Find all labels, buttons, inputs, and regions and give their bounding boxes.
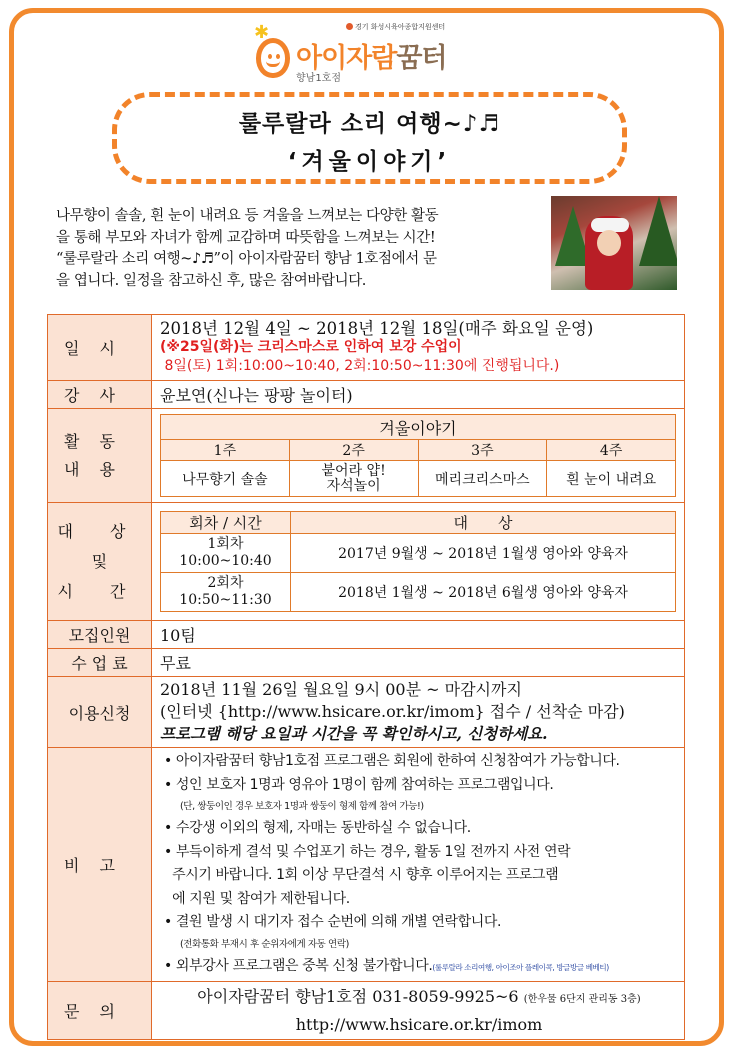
- title-line2: ‘겨울이야기’: [287, 149, 452, 175]
- week-3: 3주: [418, 440, 547, 461]
- activity-table: [160, 414, 676, 497]
- fee-label: 수 업 료: [48, 649, 152, 677]
- apply-row: [48, 677, 685, 748]
- intro-text: [56, 206, 536, 292]
- info-table: [47, 314, 685, 1040]
- note-item: 주시기 바랍니다. 1회 이상 무단결석 시 향후 이루어지는 프로그램: [164, 867, 559, 883]
- session-cell: 1회차 10:00~10:40: [161, 534, 291, 573]
- notes-list: [164, 750, 680, 979]
- notes-label: 비고: [48, 748, 152, 982]
- target-col-target: 대 상: [291, 512, 676, 534]
- activity-header: 겨울이야기: [161, 415, 676, 440]
- week-1: 1주: [161, 440, 290, 461]
- schedule-row: [48, 315, 685, 381]
- schedule-note2: 8일(토) 1회:10:00~10:40, 2회:10:50~11:30에 진행됩니다.): [160, 358, 560, 374]
- schedule-note1: (※25일(화)는 크리스마스로 인하여 보강 수업이: [160, 339, 462, 355]
- capacity-value: 10팀: [152, 621, 685, 649]
- fee-row: [48, 649, 685, 677]
- schedule-date: 2018년 12월 4일 ~ 2018년 12월 18일(매주 화요일 운영): [160, 319, 594, 338]
- target-cell: 2018년 1월생 ~ 2018년 6월생 영아와 양육자: [291, 573, 676, 612]
- note-item: • 아이자람꿈터 향남1호점 프로그램은 회원에 한하여 신청참여가 가능합니다.: [164, 753, 620, 769]
- logo-org-sub: 경기 화성시육아종합지원센터: [346, 22, 445, 32]
- target-cell: 2017년 9월생 ~ 2018년 1월생 영아와 양육자: [291, 534, 676, 573]
- contact-url[interactable]: http://www.hsicare.or.kr/imom: [295, 1015, 543, 1034]
- note-item: • 결원 발생 시 대기자 접수 순번에 의해 개별 연락합니다.: [164, 914, 502, 930]
- star-icon: ✱: [254, 22, 270, 43]
- title-line1: 룰루랄라 소리 여행~♪♬: [238, 111, 501, 137]
- smiley-icon: [256, 38, 290, 78]
- target-label: 대 상 및 시 간: [48, 503, 152, 621]
- child-photo: [551, 196, 677, 290]
- intro-line: “룰루랄라 소리 여행~♪♬”이 아이자람꿈터 향남 1호점에서 문: [56, 251, 437, 267]
- logo: [250, 22, 490, 84]
- apply-period: 2018년 11월 26일 월요일 9시 00분 ~ 마감시까지: [160, 680, 522, 699]
- session-cell: 2회차 10:50~11:30: [161, 573, 291, 612]
- target-table: [160, 511, 676, 612]
- activity-item: 붙어라 얍! 자석놀이: [289, 461, 418, 497]
- logo-branch: 향남1호점: [296, 73, 342, 84]
- apply-label: 이용신청: [48, 677, 152, 748]
- capacity-label: 모집인원: [48, 621, 152, 649]
- note-item: • 외부강사 프로그램은 중복 신청 불가합니다.(룰루랄라 소리여행, 아이조아 플레이콕, 방글방글 베베티): [164, 957, 609, 974]
- activity-label: 활동 내용: [48, 409, 152, 503]
- week-2: 2주: [289, 440, 418, 461]
- activity-item: 나무향기 솔솔: [161, 461, 290, 497]
- note-item: • 성인 보호자 1명과 영유아 1명이 함께 참여하는 프로그램입니다.: [164, 776, 554, 793]
- intro-line: 나무향이 솔솔, 흰 눈이 내려요 등 겨울을 느껴보는 다양한 활동: [56, 208, 439, 224]
- intro-line: 을 엽니다. 일정을 참고하신 후, 많은 참여바랍니다.: [56, 272, 367, 289]
- notes-row: [48, 748, 685, 982]
- contact-phone: 아이자람꿈터 향남1호점 031-8059-9925~6 (한우물 6단지 관리동 3층): [197, 987, 641, 1006]
- apply-method: (인터넷 {http://www.hsicare.or.kr/imom} 접수 / 선착순 마감): [160, 702, 625, 721]
- activity-item: 흰 눈이 내려요: [547, 461, 676, 497]
- title-box: [112, 92, 627, 184]
- note-sub: (전화통화 부재시 후 순위자에게 자동 연락): [180, 938, 349, 950]
- note-tiny: (룰루랄라 소리여행, 아이조아 플레이콕, 방글방글 베베티): [432, 962, 609, 972]
- activity-row: [48, 409, 685, 503]
- week-4: 4주: [547, 440, 676, 461]
- apply-notice: 프로그램 해당 요일과 시간을 꼭 확인하시고, 신청하세요.: [160, 724, 548, 743]
- note-sub: (단, 쌍둥이인 경우 보호자 1명과 쌍둥이 형제 함께 참여 가능!): [180, 801, 424, 812]
- fee-value: 무료: [152, 649, 685, 677]
- contact-label: 문의: [48, 982, 152, 1040]
- instructor-label: 강사: [48, 381, 152, 409]
- note-item: • 부득이하게 결석 및 수업포기 하는 경우, 활동 1일 전까지 사전 연락: [164, 843, 571, 860]
- target-row: [48, 503, 685, 621]
- capacity-row: [48, 621, 685, 649]
- note-item: 에 지원 및 참여가 제한됩니다.: [164, 890, 350, 907]
- schedule-label: 일시: [48, 315, 152, 381]
- intro-line: 을 통해 부모와 자녀가 함께 교감하며 따뜻함을 느껴보는 시간!: [56, 229, 436, 246]
- activity-item: 메리크리스마스: [418, 461, 547, 497]
- note-item: • 수강생 이외의 형제, 자매는 동반하실 수 없습니다.: [164, 820, 471, 836]
- logo-name: 아이자람꿈터: [296, 43, 447, 74]
- contact-row: [48, 982, 685, 1040]
- instructor-value: 윤보연(신나는 팡팡 놀이터): [152, 381, 685, 409]
- instructor-row: [48, 381, 685, 409]
- target-col-session: 회차 / 시간: [161, 512, 291, 534]
